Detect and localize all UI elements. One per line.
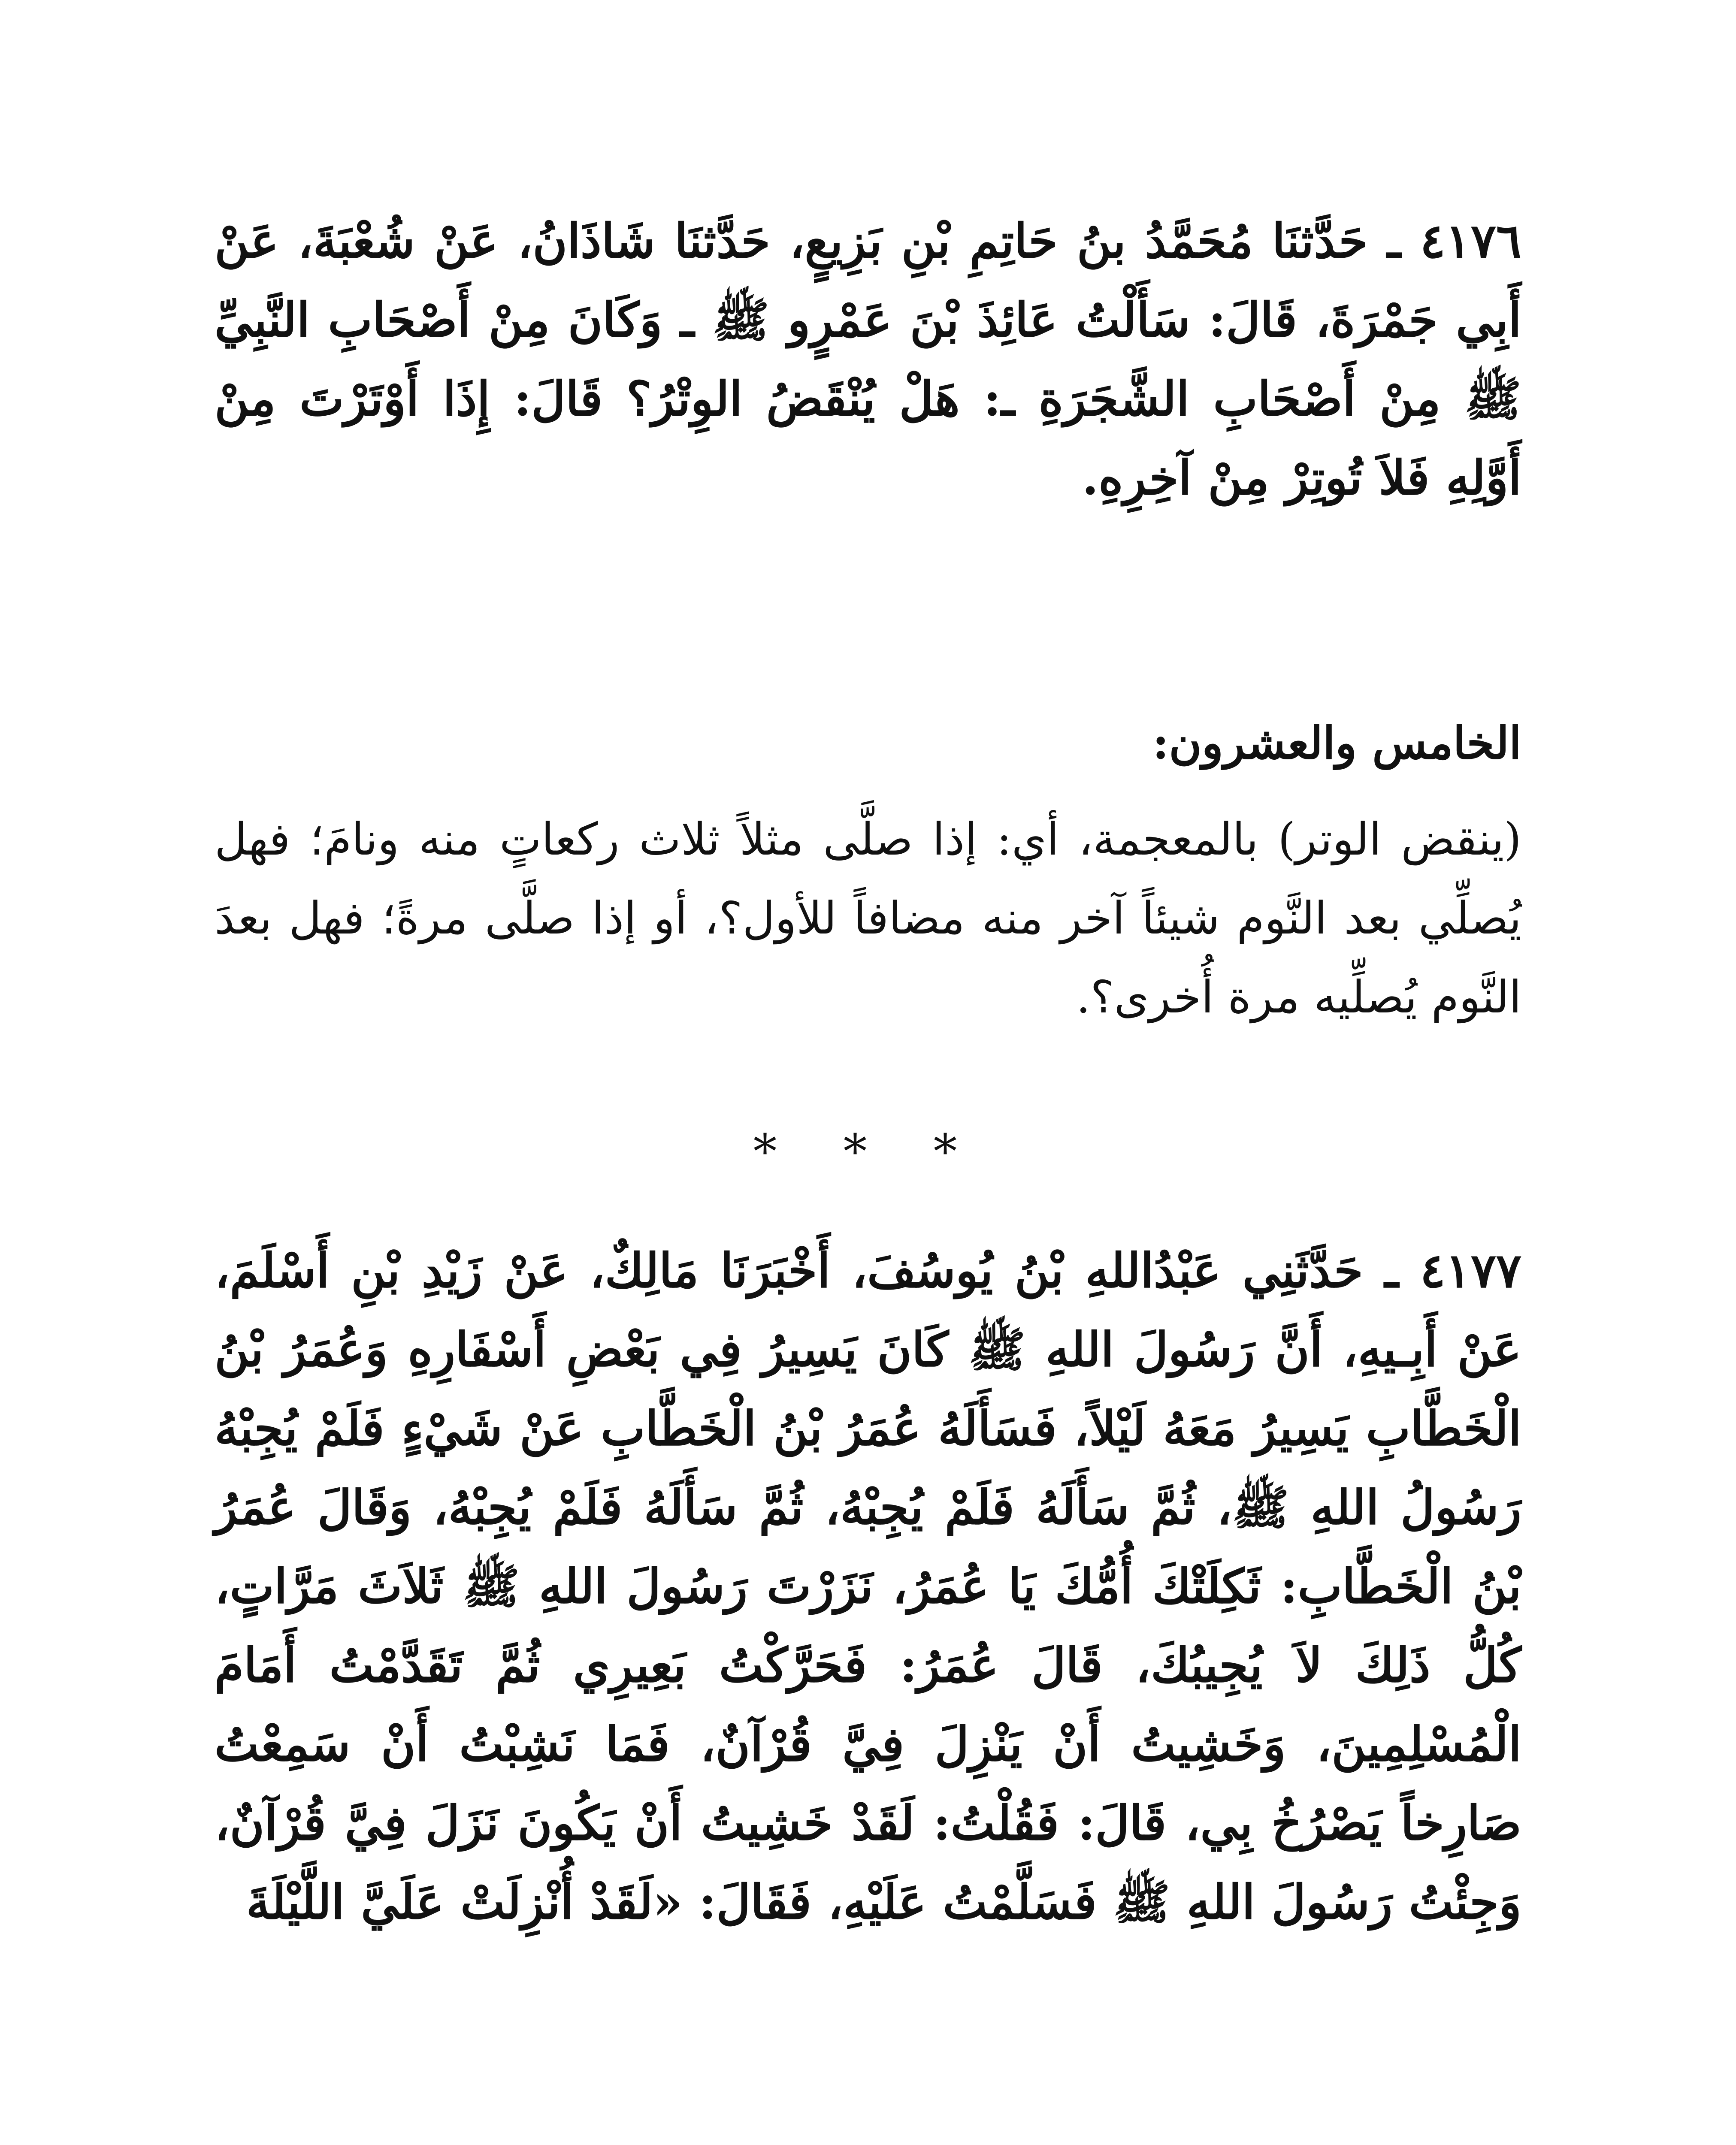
- commentary-heading: الخامس والعشرون:: [1152, 716, 1521, 769]
- section-separator: * * *: [753, 1124, 983, 1179]
- hadith-4177-paragraph: [215, 1231, 1521, 1942]
- hadith-4176-paragraph: [215, 202, 1521, 517]
- hadith-4176-text: ٤١٧٦ ـ حَدَّثنَا مُحَمَّدُ بنُ حَاتِمِ بْنِ بَزِيعٍ، حَدَّثنَا شَاذَانُ، عَنْ شُعْبَةَ، عَنْ أَبِي جَمْرَةَ، قَالَ: سَأَلْتُ عَائِذَ بْنَ عَمْرٍو ﷺ ـ وَكَانَ مِنْ أَصْحَابِ النَّبِيِّ ﷺ مِنْ أَصْحَابِ الشَّجَرَةِ ـ: هَلْ يُنْقَضُ الوِتْرُ؟ قَالَ: إِذَا أَوْتَرْتَ مِنْ أَوَّلِهِ فَلاَ تُوتِرْ مِنْ آخِرِهِ.: [215, 213, 1521, 505]
- hadith-4177-text: ٤١٧٧ ـ حَدَّثَنِي عَبْدُاللهِ بْنُ يُوسُفَ، أَخْبَرَنَا مَالِكٌ، عَنْ زَيْدِ بْنِ أَسْلَمَ، عَنْ أَبِـيهِ، أَنَّ رَسُولَ اللهِ ﷺ كَانَ يَسِيرُ فِي بَعْضِ أَسْفَارِهِ وَعُمَرُ بْنُ الْخَطَّابِ يَسِيرُ مَعَهُ لَيْلاً، فَسَأَلَهُ عُمَرُ بْنُ الْخَطَّابِ عَنْ شَيْءٍ فَلَمْ يُجِبْهُ رَسُولُ اللهِ ﷺ، ثُمَّ سَأَلَهُ فَلَمْ يُجِبْهُ، ثُمَّ سَأَلَهُ فَلَمْ يُجِبْهُ، وَقَالَ عُمَرُ بْنُ الْخَطَّابِ: ثَكِلَتْكَ أُمُّكَ يَا عُمَرُ، نَزَرْتَ رَسُولَ اللهِ ﷺ ثَلاَثَ مَرَّاتٍ، كُلُّ ذَلِكَ لاَ يُجِيبُكَ، قَالَ عُمَرُ: فَحَرَّكْتُ بَعِيرِي ثُمَّ تَقَدَّمْتُ أَمَامَ الْمُسْلِمِينَ، وَخَشِيتُ أَنْ يَنْزِلَ فِيَّ قُرْآنٌ، فَمَا نَشِبْتُ أَنْ سَمِعْتُ صَارِخاً يَصْرُخُ بِي، قَالَ: فَقُلْتُ: لَقَدْ خَشِيتُ أَنْ يَكُونَ نَزَلَ فِيَّ قُرْآنٌ، وَجِئْتُ رَسُولَ اللهِ ﷺ فَسَلَّمْتُ عَلَيْهِ، فَقَالَ: «لَقَدْ أُنْزِلَتْ عَلَيَّ اللَّيْلَةَ: [215, 1243, 1521, 1930]
- commentary-text: (ينقض الوتر) بالمعجمة، أي: إذا صلَّى مثلاً ثلاث ركعاتٍ منه ونامَ؛ فهل يُصلِّي بعد النَّوم شيئاً آخر منه مضافاً للأول؟، أو إذا صلَّى مرةً؛ فهل بعدَ النَّوم يُصلِّيه مرة أُخرى؟.: [215, 813, 1521, 1023]
- commentary-section: [215, 704, 1521, 1036]
